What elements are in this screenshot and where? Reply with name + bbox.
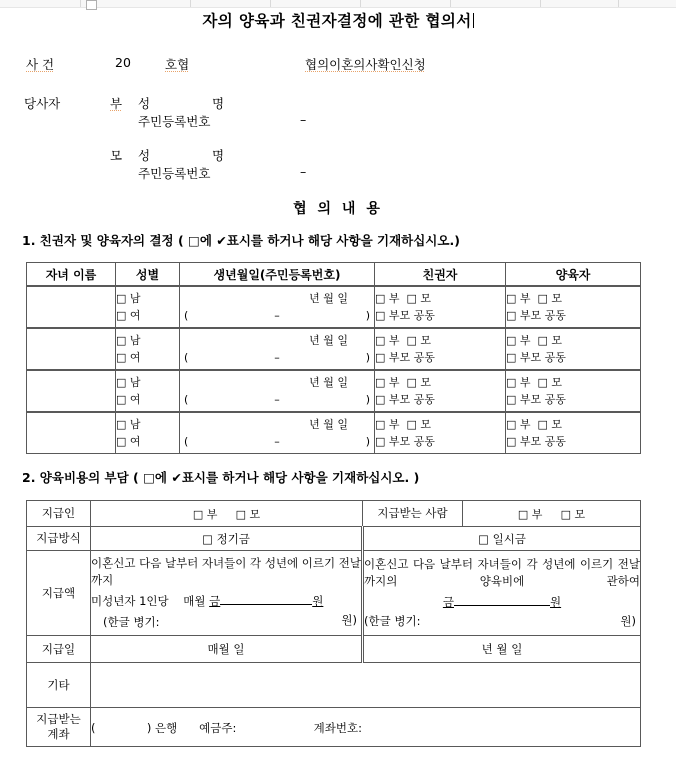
child-birthdate-cell[interactable]: 년 월 일 ( – ): [180, 286, 375, 328]
guardian-option-father[interactable]: □ 부: [375, 334, 400, 347]
caregiver-option-father[interactable]: □ 부: [506, 334, 531, 347]
payer-row: [27, 501, 641, 527]
periodic-monthly: 매월: [183, 594, 206, 608]
bank-open-paren: (: [91, 720, 96, 735]
father-role-text: 부: [110, 96, 123, 111]
guardian-option-mother[interactable]: □ 모: [406, 376, 432, 389]
guardian-option-mother[interactable]: □ 모: [406, 292, 432, 305]
caregiver-option-father[interactable]: □ 부: [506, 292, 531, 305]
etc-label: 기타: [27, 663, 91, 708]
child-name-input[interactable]: [27, 370, 116, 412]
checkmark-glyph-icon: ✔: [216, 233, 227, 248]
account-label-line1: 지급받는: [36, 712, 81, 726]
section1-heading-pre: 1. 친권자 및 양육자의 결정 (: [22, 233, 189, 248]
page-title-text: 자의 양육과 친권자결정에 관한 협의서: [202, 12, 472, 30]
lumpsum-won: 원: [550, 595, 562, 609]
case-number-suffix: [165, 55, 189, 73]
payment-method-label: 지급방식: [27, 527, 91, 551]
child-gender-cell: [116, 286, 180, 328]
caregiver-cell: [506, 328, 641, 370]
mother-givenname-label: 명: [212, 148, 225, 163]
etc-row: [27, 663, 641, 708]
periodic-hangul-line: [91, 612, 361, 631]
payer-option-father[interactable]: □ 부: [192, 507, 218, 521]
child-gender-cell: [116, 328, 180, 370]
payer-label: 지급인: [27, 501, 91, 527]
account-label: [27, 708, 91, 747]
table-row: [27, 328, 641, 370]
child-birthdate-cell[interactable]: 년 월 일 ( – ): [180, 370, 375, 412]
section2-heading: [22, 468, 419, 486]
agreement-content-title: 협 의 내 용: [293, 201, 383, 217]
case-label-row: [26, 55, 54, 73]
guardian-cell: [375, 286, 506, 328]
lumpsum-amount-input[interactable]: [454, 592, 550, 606]
payee-options: [463, 501, 641, 527]
children-table: [26, 262, 641, 454]
lumpsum-amount-line: [364, 592, 640, 611]
section2-heading-pre: 2. 양육비용의 부담 (: [22, 470, 144, 485]
mother-role: 모: [110, 148, 123, 163]
mother-rrn-dash: –: [300, 164, 307, 179]
child-birthdate-cell[interactable]: 년 월 일 ( – ): [180, 328, 375, 370]
guardian-option-joint[interactable]: □ 부모 공동: [375, 393, 435, 406]
case-type: [305, 55, 426, 73]
col-header-guardian: 친권자: [375, 263, 506, 287]
childcare-cost-table: [26, 500, 641, 747]
account-holder-label: 예금주:: [199, 720, 237, 735]
guardian-cell: [375, 328, 506, 370]
col-header-birthdate: 생년월일(주민등록번호): [180, 263, 375, 287]
ruler-tick: [618, 0, 619, 7]
account-holder-input[interactable]: [240, 719, 310, 732]
gender-option-male[interactable]: □ 남: [116, 376, 141, 389]
payer-options: [91, 501, 363, 527]
section2-heading-mid: 에: [154, 470, 172, 485]
caregiver-cell: [506, 412, 641, 454]
account-number-label: 계좌번호:: [313, 720, 362, 735]
payment-amount-label: 지급액: [27, 551, 91, 636]
periodic-hangul-won: 원): [341, 613, 357, 627]
checkbox-glyph-icon: □: [143, 470, 155, 485]
table-row: [27, 412, 641, 454]
bank-name-input[interactable]: [99, 719, 143, 732]
section1-heading: [22, 231, 460, 249]
payment-method-periodic[interactable]: □ 정기금: [91, 527, 363, 551]
caregiver-option-father[interactable]: □ 부: [506, 376, 531, 389]
page-title: [0, 9, 676, 31]
child-gender-cell: [116, 412, 180, 454]
col-header-caregiver: 양육자: [506, 263, 641, 287]
guardian-option-joint[interactable]: □ 부모 공동: [375, 435, 435, 448]
top-ruler-strip: [0, 0, 676, 8]
case-type-text: 협의이혼의사확인신청: [305, 57, 426, 72]
gender-option-female[interactable]: □ 여: [116, 435, 141, 448]
gender-option-male[interactable]: □ 남: [116, 418, 141, 431]
caregiver-option-joint[interactable]: □ 부모 공동: [506, 309, 566, 322]
caregiver-option-mother[interactable]: □ 모: [537, 292, 563, 305]
parties-label: 당사자: [24, 96, 61, 111]
periodic-per-minor: 미성년자 1인당: [91, 594, 169, 608]
ruler-tick: [80, 0, 81, 7]
payment-method-lumpsum[interactable]: □ 일시금: [363, 527, 641, 551]
periodic-geum: 금: [209, 594, 221, 608]
child-gender-cell: [116, 370, 180, 412]
ruler-tick: [190, 0, 191, 7]
col-header-gender: 성별: [116, 263, 180, 287]
caregiver-option-mother[interactable]: □ 모: [537, 376, 563, 389]
table-header-row: [27, 263, 641, 287]
section1-heading-post: 표시를 하거나 해당 사항을 기재하십시오.): [226, 233, 460, 248]
child-birthdate-cell[interactable]: 년 월 일 ( – ): [180, 412, 375, 454]
etc-value[interactable]: [91, 663, 641, 708]
table-row: [27, 286, 641, 328]
account-row: [27, 708, 641, 747]
section2-heading-post: 표시를 하거나 해당 사항을 기재하십시오. ): [181, 470, 420, 485]
lumpsum-geum: 금: [442, 595, 454, 609]
lumpsum-hangul-won: 원): [620, 614, 636, 628]
guardian-option-father[interactable]: □ 부: [375, 376, 400, 389]
payee-option-mother[interactable]: □ 모: [560, 507, 586, 521]
payment-date-lumpsum[interactable]: 년 월 일: [363, 636, 641, 663]
payee-label: 지급받는 사람: [363, 501, 463, 527]
caregiver-option-father[interactable]: □ 부: [506, 418, 531, 431]
caregiver-option-joint[interactable]: □ 부모 공동: [506, 393, 566, 406]
checkbox-glyph-icon: □: [188, 233, 200, 248]
periodic-amount-line: [91, 591, 361, 610]
periodic-amount-input[interactable]: [220, 591, 312, 605]
case-label: 사 건: [26, 57, 55, 72]
ruler-tick: [540, 0, 541, 7]
payment-amount-row: [27, 551, 641, 636]
guardian-cell: [375, 412, 506, 454]
ruler-tick: [450, 0, 451, 7]
father-givenname-label: 명: [212, 96, 225, 111]
table-row: [27, 370, 641, 412]
child-name-input[interactable]: [27, 286, 116, 328]
caregiver-option-mother[interactable]: □ 모: [537, 334, 563, 347]
periodic-hangul-label: (한글 병기:: [103, 615, 160, 629]
father-rrn-label: 주민등록번호: [138, 114, 211, 129]
guardian-option-joint[interactable]: □ 부모 공동: [375, 309, 435, 322]
payment-date-row: [27, 636, 641, 663]
gender-option-female[interactable]: □ 여: [116, 309, 141, 322]
case-year: 20: [115, 55, 131, 70]
caregiver-cell: [506, 286, 641, 328]
ruler-tick: [270, 0, 271, 7]
account-label-line2: 계좌: [47, 727, 70, 741]
payment-amount-periodic-cell: [91, 551, 363, 636]
guardian-cell: [375, 370, 506, 412]
col-header-child-name: 자녀 이름: [27, 263, 116, 287]
payee-option-father[interactable]: □ 부: [517, 507, 543, 521]
guardian-option-mother[interactable]: □ 모: [406, 334, 432, 347]
guardian-option-mother[interactable]: □ 모: [406, 418, 432, 431]
father-role: [110, 94, 122, 112]
periodic-description: 이혼신고 다음 날부터 자녀들이 각 성년에 이르기 전날까지: [91, 556, 361, 587]
bank-close-label: ) 은행: [146, 720, 178, 735]
gender-option-male[interactable]: □ 남: [116, 334, 141, 347]
payment-date-label: 지급일: [27, 636, 91, 663]
checkmark-glyph-icon: ✔: [171, 470, 182, 485]
ruler-tick: [360, 0, 361, 7]
lumpsum-hangul-line: [364, 613, 640, 630]
caregiver-option-joint[interactable]: □ 부모 공동: [506, 351, 566, 364]
lumpsum-hangul-label: (한글 병기:: [364, 614, 421, 628]
gender-option-female[interactable]: □ 여: [116, 393, 141, 406]
periodic-won: 원: [312, 594, 324, 608]
case-number-suffix-text: 호협: [165, 57, 190, 72]
mother-surname-label: 성: [138, 148, 151, 163]
mother-rrn-label: 주민등록번호: [138, 166, 211, 181]
child-name-input[interactable]: [27, 412, 116, 454]
gender-option-female[interactable]: □ 여: [116, 351, 141, 364]
payer-option-mother[interactable]: □ 모: [235, 507, 261, 521]
gender-option-male[interactable]: □ 남: [116, 292, 141, 305]
father-surname-label: 성: [138, 96, 151, 111]
guardian-option-father[interactable]: □ 부: [375, 418, 400, 431]
payment-date-periodic[interactable]: 매월 일: [91, 636, 363, 663]
payment-amount-lumpsum-cell: [363, 551, 641, 636]
account-value-cell: [91, 708, 641, 747]
guardian-option-joint[interactable]: □ 부모 공동: [375, 351, 435, 364]
section1-heading-mid: 에: [199, 233, 217, 248]
child-name-input[interactable]: [27, 328, 116, 370]
father-rrn-dash: –: [300, 112, 307, 127]
lumpsum-description: 이혼신고 다음 날부터 자녀들이 각 성년에 이르기 전날까지의 양육비에 관하여: [364, 557, 640, 588]
payment-method-row: [27, 527, 641, 551]
caregiver-cell: [506, 370, 641, 412]
caregiver-option-mother[interactable]: □ 모: [537, 418, 563, 431]
text-cursor: [473, 13, 474, 28]
guardian-option-father[interactable]: □ 부: [375, 292, 400, 305]
caregiver-option-joint[interactable]: □ 부모 공동: [506, 435, 566, 448]
